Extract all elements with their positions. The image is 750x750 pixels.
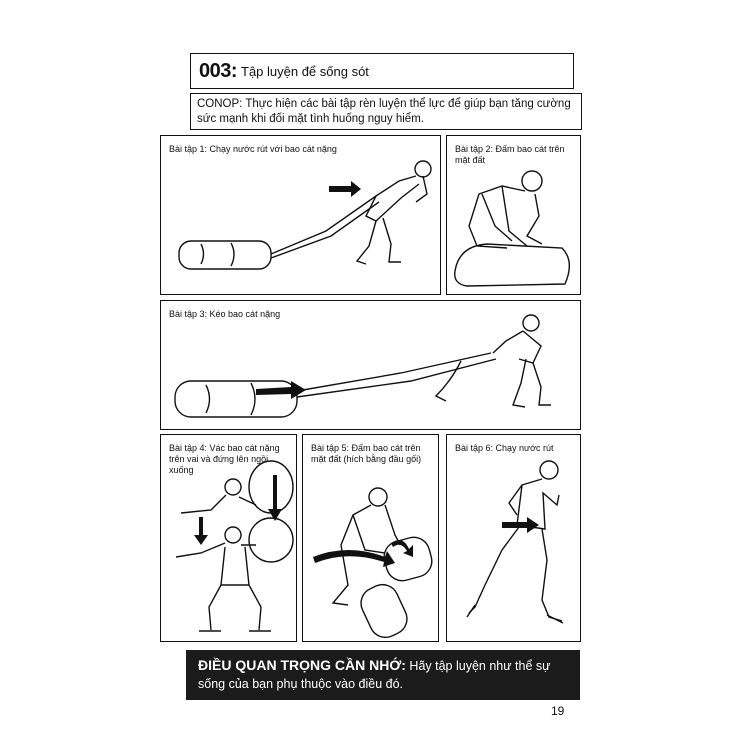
- section-title-box: [190, 53, 574, 89]
- illustration-drag-sandbag: [161, 301, 582, 431]
- panel-caption: Bài tập 4: Vác bao cát nặng trên vai và đứng lên ngồi xuống: [169, 443, 280, 475]
- panel-exercise-3: [160, 300, 581, 430]
- page-number: 19: [551, 704, 565, 718]
- intro-text: CONOP: Thực hiện các bài tập rèn luyện thể lực để giúp bạn tăng cường sức mạnh khi đối mặt tình huống nguy hiểm.: [197, 98, 571, 125]
- panel-caption: Bài tập 1: Chạy nước rút với bao cát nặng: [169, 144, 337, 154]
- illustration-sprint-with-sandbag: [161, 136, 442, 296]
- remember-text: Hãy tập luyện như thể sự sống của bạn phụ thuộc vào điều đó.: [198, 659, 551, 691]
- panel-exercise-1: [160, 135, 441, 295]
- remember-banner: [186, 650, 580, 700]
- remember-label: ĐIỀU QUAN TRỌNG CẦN NHỚ:: [198, 657, 406, 673]
- panel-caption: Bài tập 5: Đấm bao cát trên mặt đất (hích bằng đầu gối): [311, 443, 422, 464]
- illustration-knee-strike-bag: [303, 435, 440, 643]
- section-title: Tập luyện để sống sót: [241, 64, 369, 79]
- intro-box: [190, 93, 582, 130]
- panel-caption: Bài tập 2: Đấm bao cát trên mặt đất: [455, 144, 565, 165]
- panel-exercise-6: [446, 434, 581, 642]
- panel-caption: Bài tập 3: Kéo bao cát nặng: [169, 309, 281, 319]
- panel-caption: Bài tập 6: Chạy nước rút: [455, 443, 554, 453]
- panel-exercise-2: [446, 135, 581, 295]
- section-number: 003:: [199, 60, 238, 82]
- illustration-sprint: [447, 435, 582, 643]
- panel-exercise-4: [160, 434, 297, 642]
- panel-exercise-5: [302, 434, 439, 642]
